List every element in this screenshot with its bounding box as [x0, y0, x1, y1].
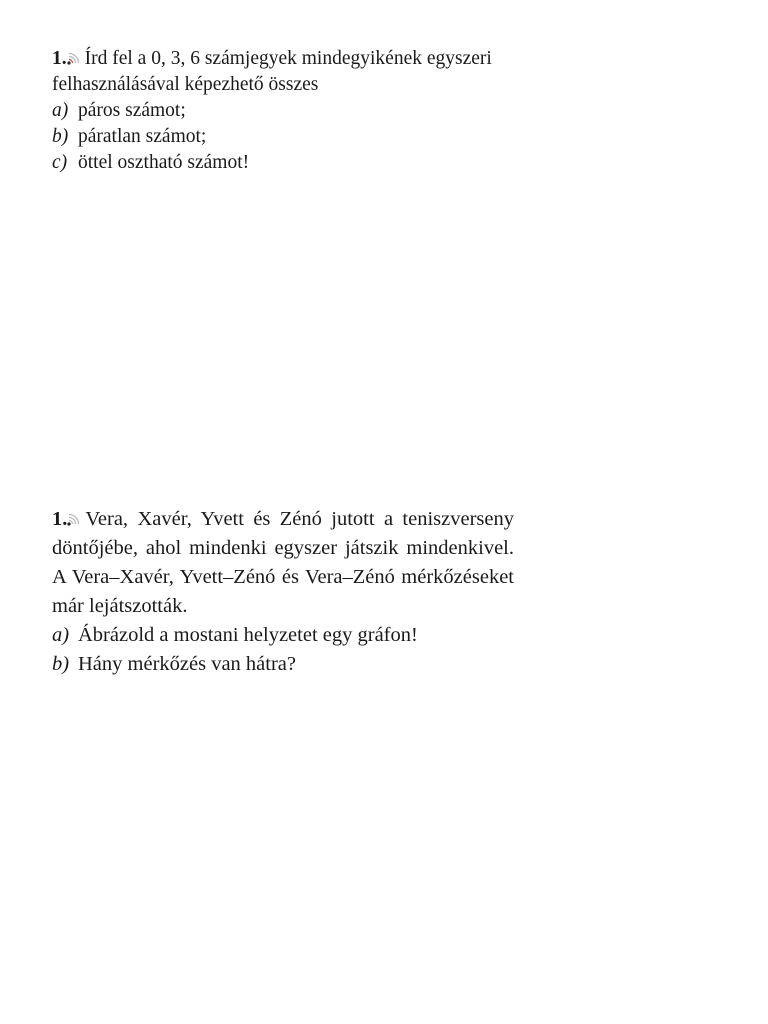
item-label: c)	[52, 152, 68, 173]
problem-1-stem	[52, 46, 502, 98]
item-text: páratlan számot;	[78, 126, 207, 147]
problem-2-item-a	[52, 621, 514, 650]
item-label: a)	[52, 624, 70, 646]
problem-1	[52, 46, 502, 176]
problem-1-text: Írd fel a 0, 3, 6 számjegyek mindegyikének egyszeri felhasználásával képezhető összes	[52, 48, 492, 95]
item-label: a)	[52, 100, 69, 121]
problem-2-number: 1.	[52, 508, 68, 530]
problem-1-number: 1.	[52, 48, 67, 69]
problem-1-item-c	[52, 150, 502, 176]
item-text: Hány mérkőzés van hátra?	[78, 653, 296, 675]
difficulty-signal-icon	[67, 52, 82, 65]
problem-2-text: Vera, Xavér, Yvett és Zénó jutott a teniszverseny döntőjébe, ahol mindenki egyszer játszik mindenkivel. A Vera–Xavér, Yvett–Zénó és Vera–Zénó mérkőzéseket már lejátszották.	[52, 508, 514, 617]
item-text: Ábrázold a mostani helyzetet egy gráfon!	[78, 624, 418, 646]
problem-1-item-b	[52, 124, 502, 150]
item-text: páros számot;	[78, 100, 186, 121]
problem-1-item-a	[52, 98, 502, 124]
problem-2-item-b	[52, 650, 514, 679]
problem-2	[52, 505, 514, 679]
item-text: öttel osztható számot!	[78, 152, 250, 173]
item-label: b)	[52, 126, 69, 147]
item-label: b)	[52, 653, 70, 675]
problem-2-stem	[52, 505, 514, 621]
difficulty-signal-icon	[67, 513, 82, 526]
